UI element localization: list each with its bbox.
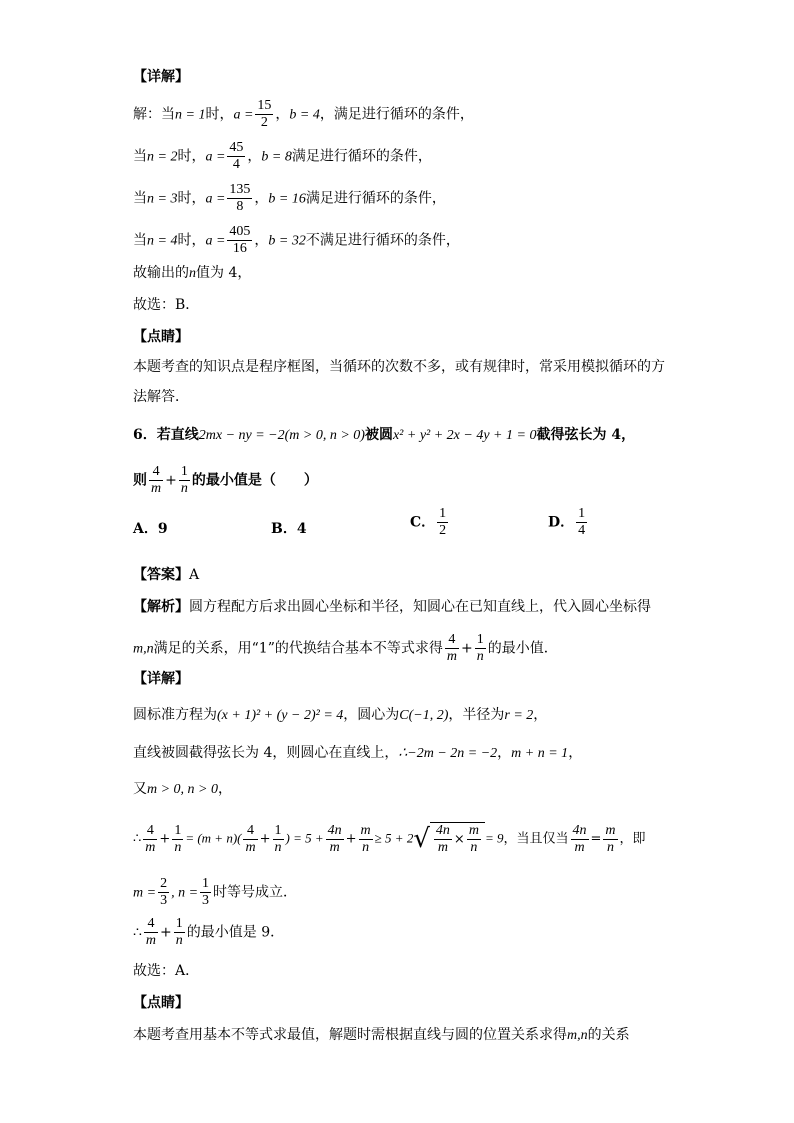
text: 的最小值是（ ）	[191, 472, 318, 489]
text: 的最小值．	[487, 640, 558, 657]
fraction: $\frac{1}{n}$	[274, 822, 282, 855]
math: ) = 5 +	[285, 830, 324, 846]
answer-value: A	[189, 567, 200, 583]
text: 值为 4，	[196, 265, 252, 281]
math: +	[160, 924, 172, 941]
math: n = 1	[175, 107, 206, 123]
math: n	[189, 266, 196, 281]
math: = 9	[484, 830, 504, 846]
text: ，即	[619, 831, 646, 847]
therefore-symbol: ∴	[133, 924, 142, 941]
text: 圆方程配方后求出圆心坐标和半径，知圆心在已知直线上，代入圆心坐标得	[189, 599, 651, 615]
text: 又	[133, 781, 147, 797]
fraction: $\frac{4}{m}$	[245, 822, 256, 855]
detail-line-3	[133, 778, 232, 801]
math: +	[159, 831, 171, 847]
text: ，	[218, 781, 233, 797]
answer-line	[133, 564, 199, 586]
math: a =	[233, 107, 254, 123]
math: x² + y² + 2x − 4y + 1 = 0	[392, 428, 537, 443]
text: ，	[568, 745, 583, 761]
text: D．	[548, 514, 575, 531]
step-line-4	[133, 224, 460, 257]
math: +	[460, 640, 473, 657]
text: 时，	[177, 148, 206, 165]
text: 直线被圆截得弦长为 4，则圆心在直线上，	[133, 745, 399, 761]
text: ，	[247, 148, 262, 165]
text: 故输出的	[133, 265, 189, 281]
text: 当	[133, 148, 147, 165]
fraction: $\frac{m}{n}$	[605, 822, 616, 855]
fraction: $\frac{405}{16}$	[229, 224, 251, 256]
text: 则	[133, 472, 147, 489]
math: m,n	[133, 641, 154, 657]
text: ，半径为	[448, 707, 505, 723]
fraction: $\frac{4n}{m}$	[572, 822, 587, 855]
math: m =	[133, 885, 157, 901]
fraction: $\frac{45}{4}$	[229, 140, 244, 172]
text: 6．若直线	[133, 427, 199, 443]
square-root: √ $\frac{4n}{m}$ × $\frac{m}{n}$	[413, 822, 485, 856]
math: ∴−2m − 2n = −2	[398, 746, 498, 761]
analysis-line-2	[133, 632, 558, 665]
fraction: $\frac{1}{4}$	[578, 506, 586, 538]
choice-line: 故选：B．	[133, 297, 200, 313]
fraction: $\frac{1}{2}$	[439, 506, 447, 538]
text: ，	[254, 232, 269, 249]
analysis-line-1	[133, 596, 651, 618]
option-d[interactable]	[548, 506, 589, 539]
section-detail-heading: 【详解】	[133, 69, 189, 85]
detail-line-2	[133, 742, 582, 765]
section-comment-heading: 【点睛】	[133, 329, 189, 345]
text: 的最小值是 9．	[186, 924, 285, 941]
text: 的关系	[587, 1027, 630, 1043]
math: b = 8	[261, 149, 292, 165]
step-line-3	[133, 182, 446, 215]
fraction: $\frac{4}{m}$	[151, 464, 162, 496]
text: 解：当	[133, 106, 175, 123]
text: 圆标准方程为	[133, 707, 217, 723]
text: ，满足进行循环的条件，	[319, 106, 474, 123]
math: +	[165, 472, 177, 489]
option-a[interactable]: A．9	[133, 521, 168, 537]
math: b = 4	[289, 107, 320, 123]
text: ，当且仅当	[503, 831, 569, 847]
text: 时等号成立．	[213, 884, 298, 901]
text: 时，	[205, 106, 234, 123]
fraction: $\frac{1}{3}$	[202, 876, 210, 908]
section-detail-heading-2: 【详解】	[133, 671, 189, 687]
comment-text-1: 本题考查的知识点是程序框图，当循环的次数不多，或有规律时，常采用模拟循环的方	[133, 359, 665, 375]
math: m,n	[567, 1028, 588, 1043]
text: ，圆心为	[343, 707, 400, 723]
text: ，	[497, 745, 512, 761]
detail-line-4	[133, 822, 646, 856]
detail-line-5	[133, 876, 297, 909]
text: 时，	[177, 190, 206, 207]
math: n = 3	[147, 191, 178, 207]
math: b = 16	[268, 191, 306, 207]
fraction: $\frac{1}{n}$	[180, 464, 188, 496]
text: 时，	[177, 232, 206, 249]
fraction: $\frac{2}{3}$	[160, 876, 168, 908]
math: b = 32	[268, 233, 306, 249]
math: n = 4	[147, 233, 178, 249]
text: 不满足进行循环的条件，	[305, 232, 460, 249]
step-line-1	[133, 98, 474, 131]
detail-line-1	[133, 704, 547, 727]
math: 2mx − ny = −2(m > 0, n > 0)	[198, 428, 365, 443]
comment-text-2: 法解答．	[133, 389, 189, 405]
text: ，	[533, 707, 548, 723]
fraction: $\frac{m}{n}$	[360, 822, 371, 855]
answer-tag: 【答案】	[133, 567, 189, 583]
text: 被圆	[364, 427, 393, 443]
math: a =	[205, 149, 226, 165]
fraction: $\frac{4}{m}$	[446, 632, 457, 664]
text: 截得弦长为 4，	[536, 427, 636, 443]
math: +	[345, 831, 357, 847]
option-b[interactable]: B．4	[271, 521, 307, 537]
text: 当	[133, 232, 147, 249]
text: 满足的关系，用“1”的代换结合基本不等式求得	[153, 640, 443, 657]
question-6-line-2	[133, 464, 318, 497]
text: ，	[275, 106, 290, 123]
fraction: $\frac{15}{2}$	[257, 98, 272, 130]
math: =	[590, 831, 602, 847]
text: 当	[133, 190, 147, 207]
math: m > 0, n > 0	[147, 782, 219, 797]
detail-line-6	[133, 916, 284, 949]
output-line	[133, 262, 251, 285]
math: C(−1, 2)	[399, 708, 449, 723]
math: a =	[205, 233, 226, 249]
detail-line-7: 故选：A．	[133, 963, 200, 979]
fraction: $\frac{135}{8}$	[229, 182, 251, 214]
math: = (m + n)(	[185, 830, 242, 846]
analysis-tag: 【解析】	[133, 599, 189, 615]
fraction: $\frac{4}{m}$	[145, 916, 157, 948]
math: a =	[205, 191, 226, 207]
math: n = 2	[147, 149, 178, 165]
text: 满足进行循环的条件，	[305, 190, 446, 207]
math: +	[259, 831, 271, 847]
fraction: $\frac{1}{n}$	[174, 822, 182, 855]
math: (x + 1)² + (y − 2)² = 4	[217, 708, 344, 723]
fraction: $\frac{1}{n}$	[476, 632, 484, 664]
text: ，	[254, 190, 269, 207]
text: C．	[410, 514, 436, 531]
math: , n =	[171, 885, 199, 901]
math: r = 2	[504, 708, 534, 723]
fraction: $\frac{4}{m}$	[145, 822, 156, 855]
option-c[interactable]	[410, 506, 450, 539]
question-6-line-1	[133, 424, 635, 447]
fraction: $\frac{4n}{m}$	[327, 822, 342, 855]
comment-2-text	[133, 1024, 630, 1047]
text: 本题考查用基本不等式求最值，解题时需根据直线与圆的位置关系求得	[133, 1027, 567, 1043]
math: m + n = 1	[511, 746, 569, 761]
step-line-2	[133, 140, 432, 173]
math: ≥ 5 + 2	[374, 830, 414, 846]
therefore-symbol: ∴	[133, 831, 142, 847]
fraction: $\frac{1}{n}$	[175, 916, 183, 948]
text: 满足进行循环的条件，	[291, 148, 432, 165]
section-comment-heading-2: 【点睛】	[133, 995, 189, 1011]
